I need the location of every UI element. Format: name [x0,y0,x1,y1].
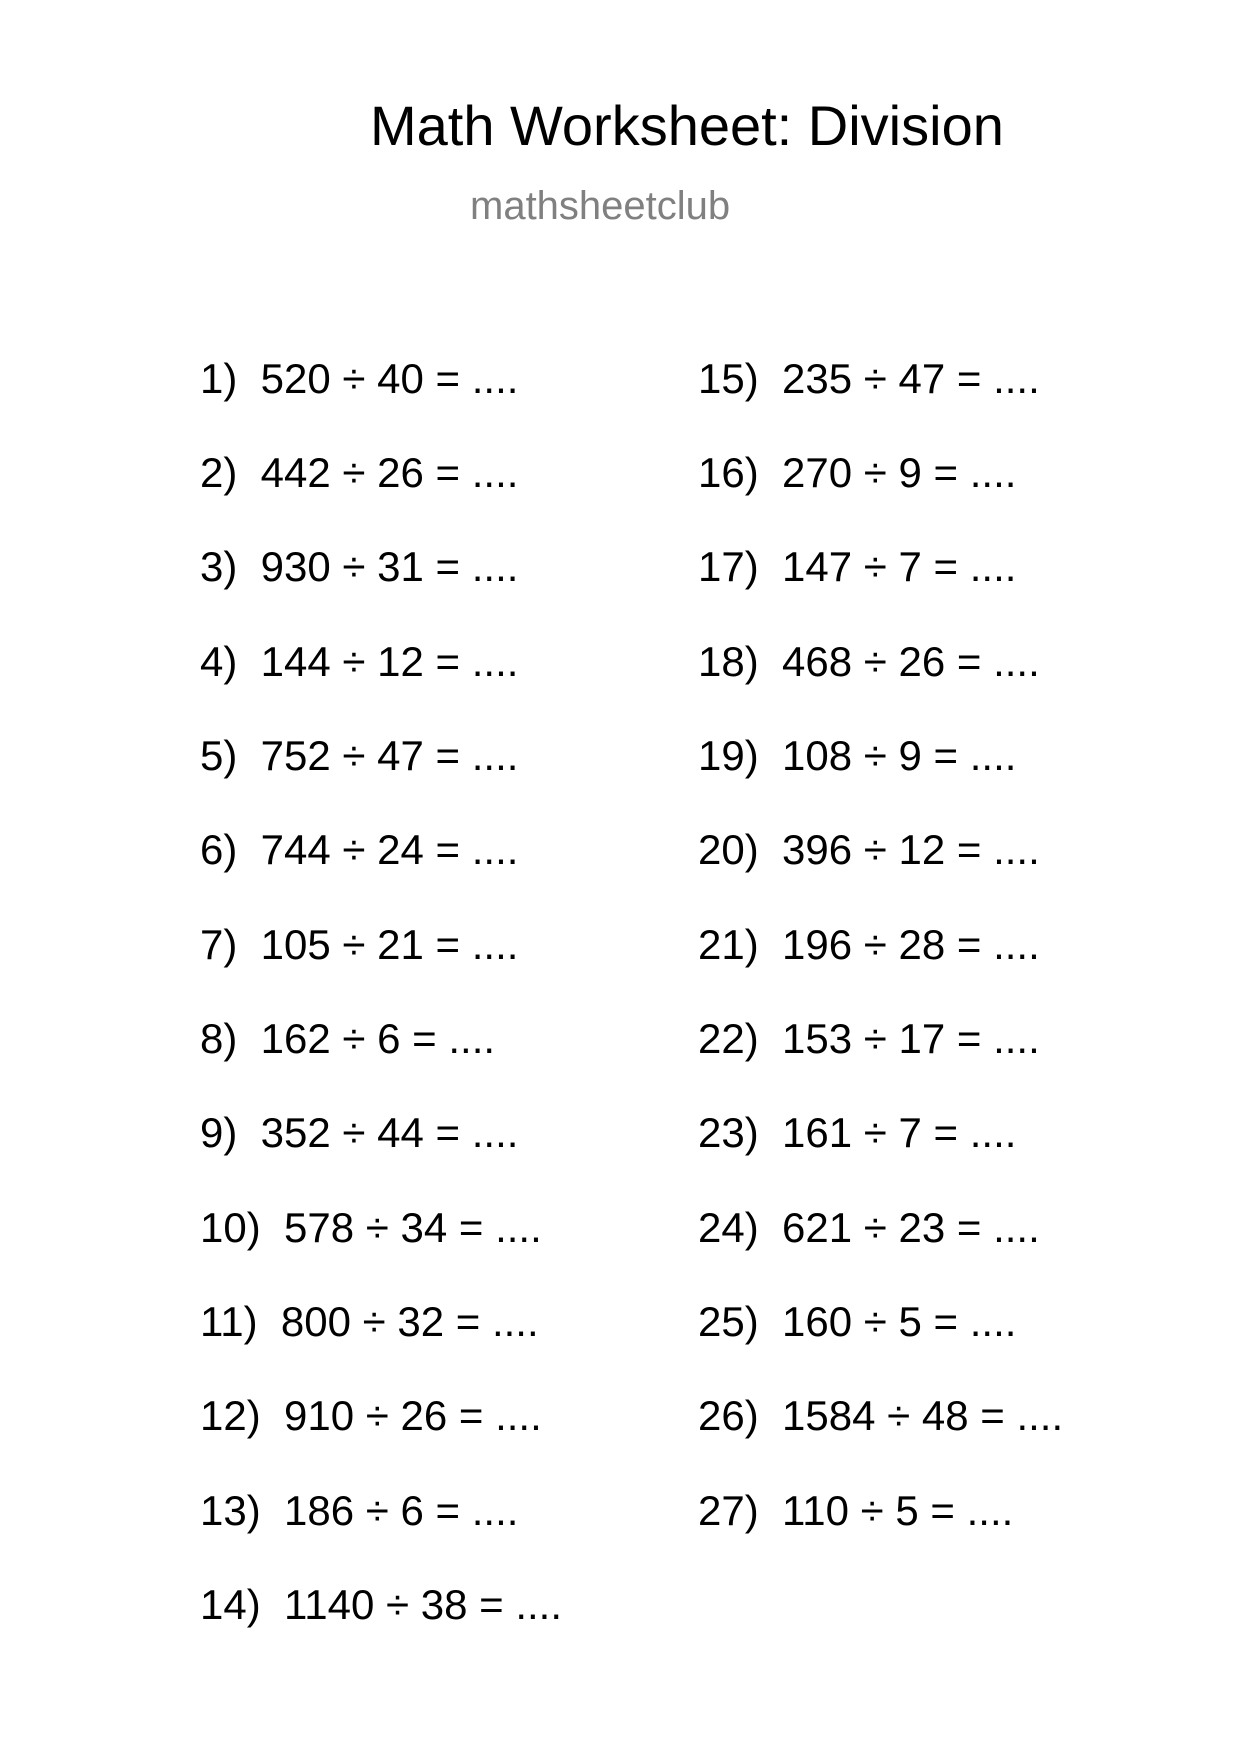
problem-16: 16) 270 ÷ 9 = .... [698,449,1017,496]
problem-22: 22) 153 ÷ 17 = .... [698,1015,1040,1062]
problem-18: 18) 468 ÷ 26 = .... [698,638,1040,685]
problem-3: 3) 930 ÷ 31 = .... [200,543,519,590]
problem-27: 27) 110 ÷ 5 = .... [698,1487,1014,1534]
problem-12: 12) 910 ÷ 26 = .... [200,1392,542,1439]
problem-2: 2) 442 ÷ 26 = .... [200,449,519,496]
problem-15: 15) 235 ÷ 47 = .... [698,355,1040,402]
problem-19: 19) 108 ÷ 9 = .... [698,732,1017,779]
worksheet-subtitle: mathsheetclub [470,184,731,228]
problem-23: 23) 161 ÷ 7 = .... [698,1109,1017,1156]
problem-21: 21) 196 ÷ 28 = .... [698,921,1040,968]
problem-20: 20) 396 ÷ 12 = .... [698,826,1040,873]
problem-25: 25) 160 ÷ 5 = .... [698,1298,1017,1345]
problem-1: 1) 520 ÷ 40 = .... [200,355,519,402]
problem-9: 9) 352 ÷ 44 = .... [200,1109,519,1156]
problem-24: 24) 621 ÷ 23 = .... [698,1204,1040,1251]
problem-7: 7) 105 ÷ 21 = .... [200,921,519,968]
problem-13: 13) 186 ÷ 6 = .... [200,1487,519,1534]
problem-8: 8) 162 ÷ 6 = .... [200,1015,496,1062]
problem-26: 26) 1584 ÷ 48 = .... [698,1392,1064,1439]
problem-6: 6) 744 ÷ 24 = .... [200,826,519,873]
worksheet-title: Math Worksheet: Division [370,94,1004,157]
problem-14: 14) 1140 ÷ 38 = .... [200,1581,563,1628]
problem-11: 11) 800 ÷ 32 = .... [200,1298,539,1345]
problem-5: 5) 752 ÷ 47 = .... [200,732,519,779]
problem-10: 10) 578 ÷ 34 = .... [200,1204,542,1251]
problem-4: 4) 144 ÷ 12 = .... [200,638,519,685]
problem-17: 17) 147 ÷ 7 = .... [698,543,1017,590]
